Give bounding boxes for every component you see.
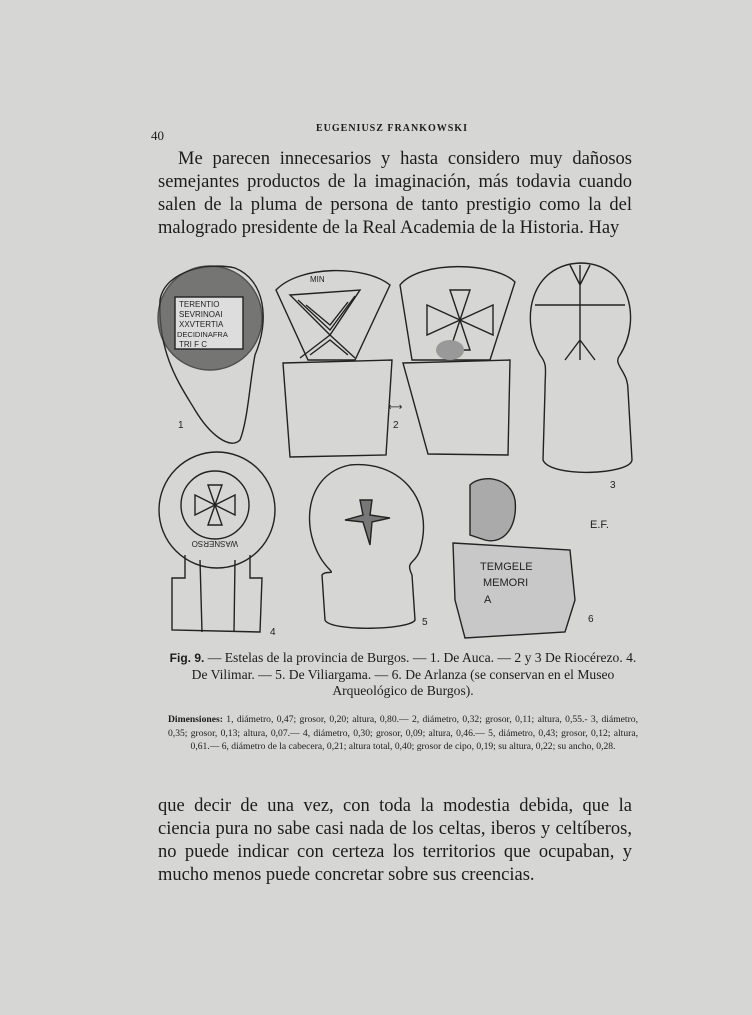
dimensions-label: Dimensiones:: [168, 714, 223, 725]
inscription-1-line: DECIDINAFRA: [177, 330, 228, 339]
paragraph-top: Me parecen innecesarios y hasta considero muy dañosos semejantes productos de la imaginación, más todavia cuando salen de la pluma de persona de tanto prestigio como la del malogrado presidente de la Real Academia de la Historia. Hay: [158, 149, 632, 238]
figure-number: 4: [270, 627, 276, 638]
artist-signature: E.F.: [590, 519, 609, 531]
inscription-4: WASNERSO: [191, 539, 238, 548]
inscription-6-line: MEMORI: [483, 577, 529, 589]
inscription-6-line: A: [484, 594, 492, 606]
dimensions-note: [168, 713, 638, 754]
inscription-1-line: TERENTIO: [179, 300, 220, 309]
caption-label: Fig. 9.: [169, 651, 205, 665]
figure-caption: [168, 650, 638, 700]
figure-number: 1: [178, 420, 184, 431]
figure-number: 3: [610, 480, 616, 491]
figure-stelae: [150, 260, 650, 640]
paragraph-bottom: que decir de una vez, con toda la modestia debida, que la ciencia pura no sabe casi nada de los celtas, iberos y celtíberos, no puede indicar con certeza los territorios que ocupaban, y mucho menos puede concretar sobre sus creencias.: [158, 796, 632, 885]
figure-number: 2: [393, 420, 399, 431]
inscription-2: MIN: [310, 275, 325, 284]
inscription-1-line: SEVRINOAI: [179, 310, 223, 319]
stela-2: [276, 271, 399, 457]
stela-1: [158, 266, 263, 443]
running-head: EUGENIUSZ FRANKOWSKI: [316, 123, 468, 134]
dimensions-text: 1, diámetro, 0,47; grosor, 0,20; altura, 0,80.— 2, diámetro, 0,32; grosor, 0,11; altura, 0,55.- 3, diámetro, 0,35; grosor, 0,13; altura, 0,07.— 4, diámetro, 0,30; grosor, 0,09; altura, 0,46.— 5, diámetro, 0,43; grosor, 0,12; altura, 0,61.— 6, diámetro de la cabecera, 0,21; altura total, 0,40; grosor de cipo, 0,19; su altura, 0,22; su ancho, 0,28.: [168, 714, 638, 752]
stela-5-viliargama: [310, 465, 428, 629]
stela-3: [388, 267, 515, 455]
stela-5-vilimar: [159, 452, 276, 638]
figure-number: 5: [422, 617, 428, 628]
inscription-1-line: TRI F C: [179, 340, 207, 349]
page-number: 40: [151, 128, 164, 143]
arrow-icon: ⟷: [388, 402, 403, 413]
figure-number: 6: [588, 614, 594, 625]
inscription-1-line: XXVTERTIA: [179, 320, 224, 329]
stela-6-arlanza: [453, 479, 609, 638]
caption-text: — Estelas de la provincia de Burgos. — 1. De Auca. — 2 y 3 De Riocérezo. 4. De Vilimar. — 5. De Viliargama. — 6. De Arlanza (se conservan en el Museo Arqueológico de Burgos).: [191, 650, 637, 698]
stela-4: [530, 263, 632, 491]
inscription-6-line: TEMGELE: [480, 561, 533, 573]
